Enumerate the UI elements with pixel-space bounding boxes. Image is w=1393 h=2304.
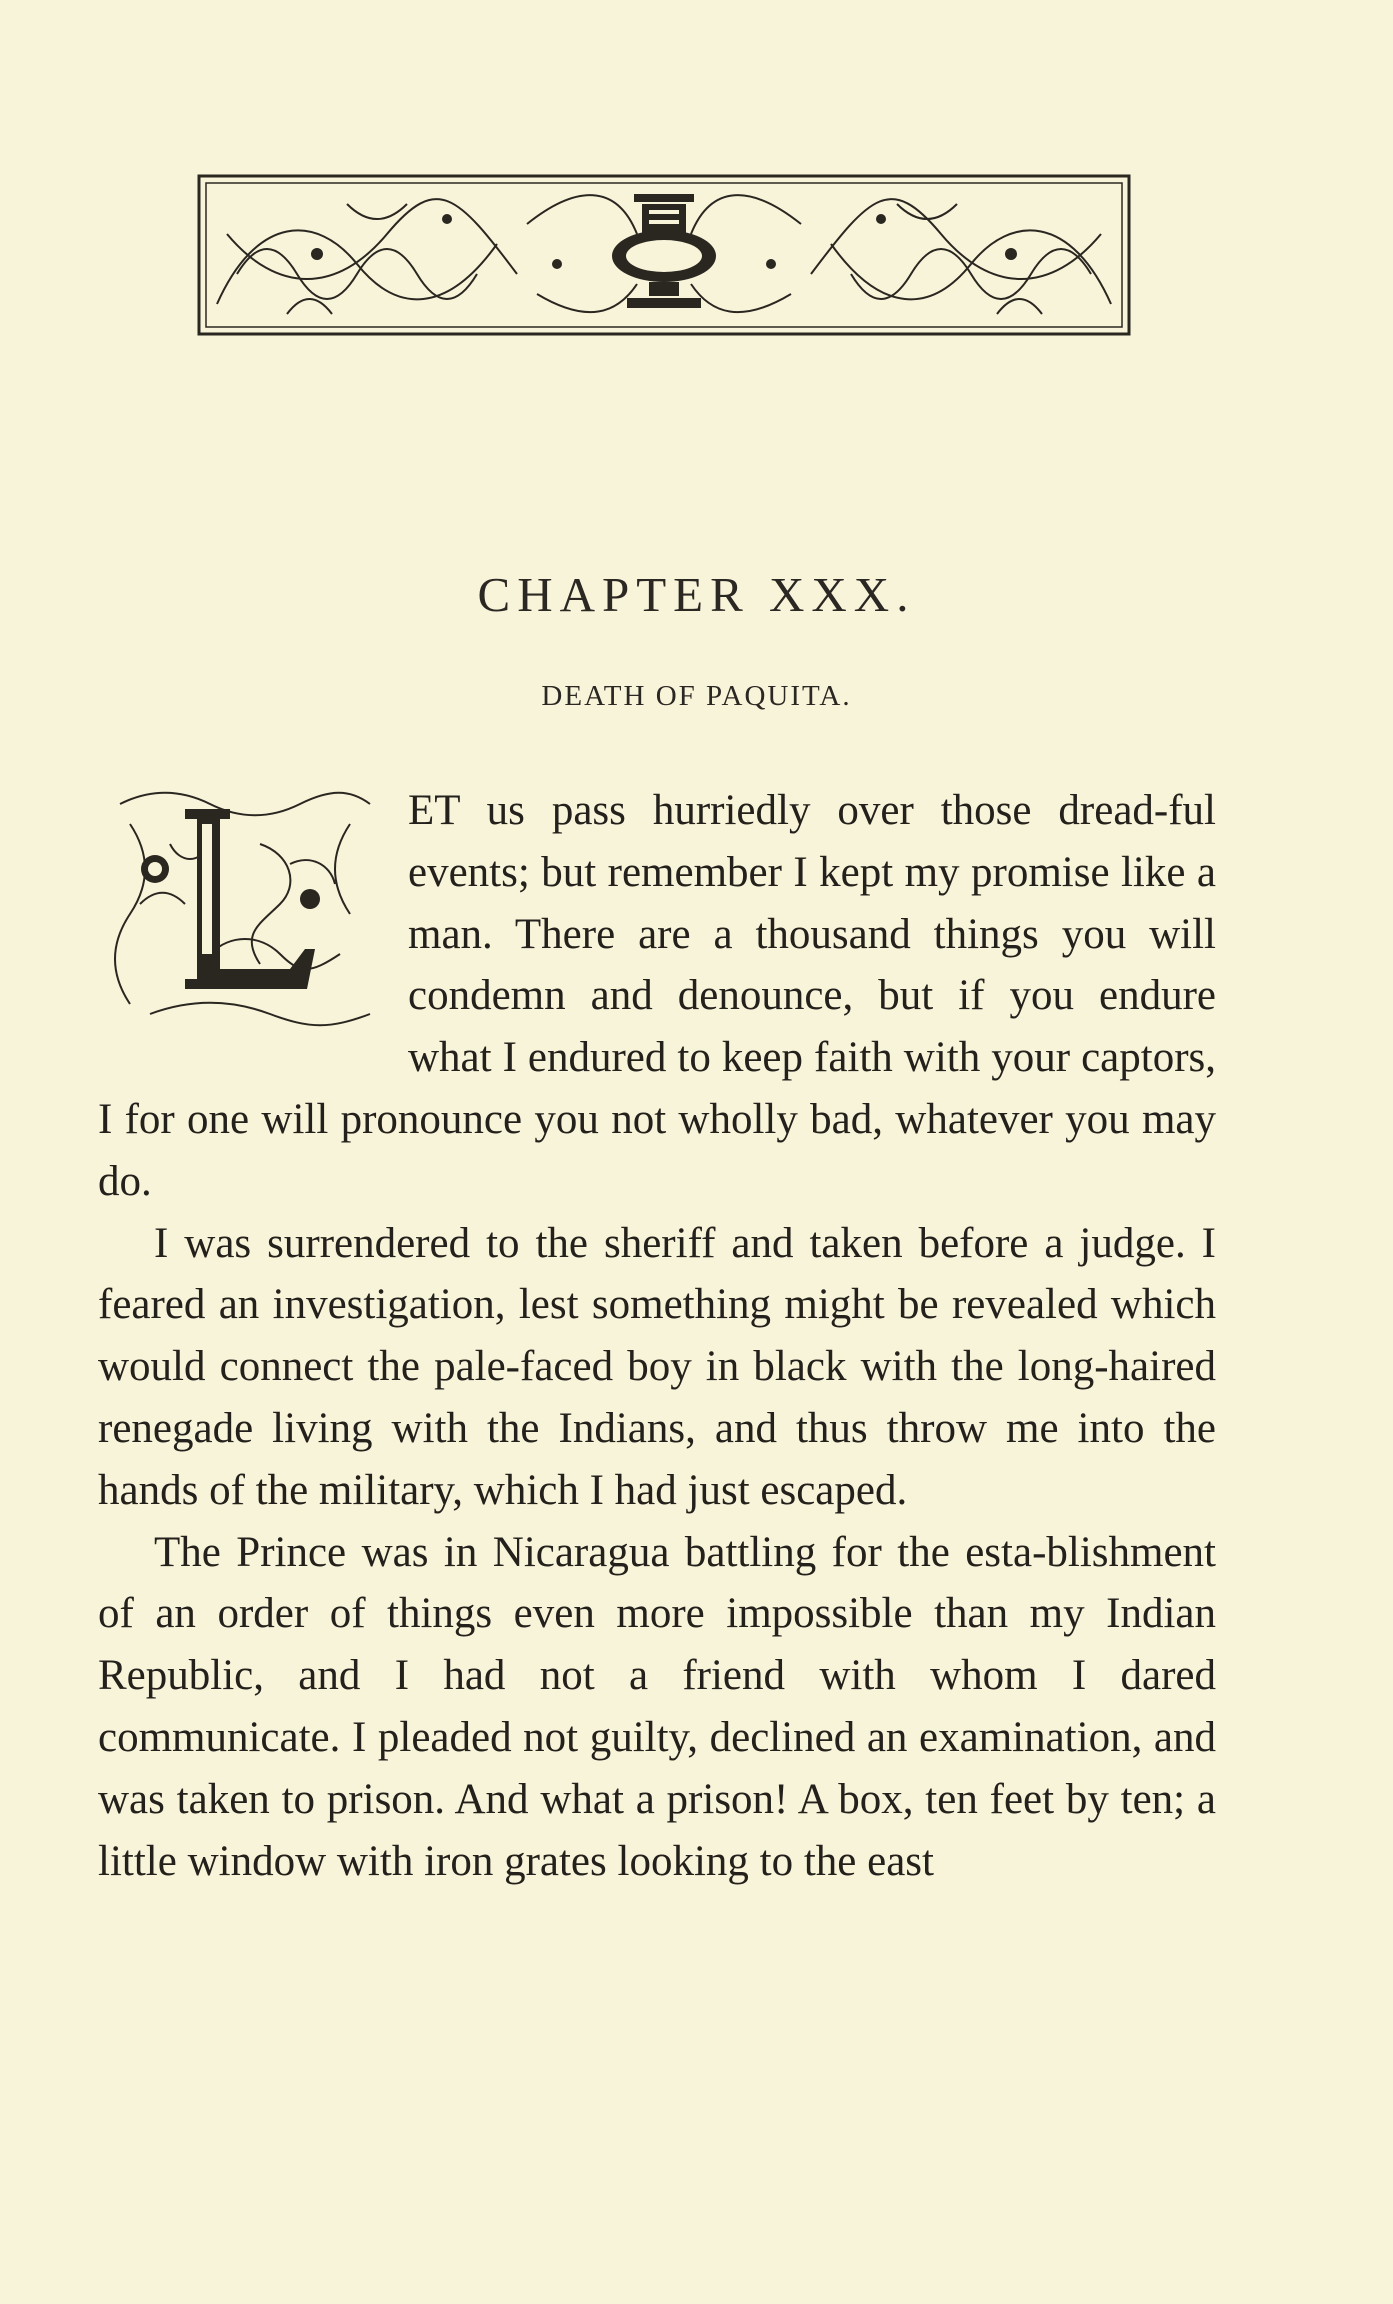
ornate-initial-letter-L-icon [110, 784, 382, 1032]
chapter-title: CHAPTER XXX. [477, 567, 916, 622]
paragraph-3: The Prince was in Nicaragua battling for the esta-blishment of an order of things even more impossible than my Indian Republic, and I had not a friend with whom I dared communicate. I pleaded not guilty, declined an examination, and was taken to prison. And what a prison! A box, ten feet by ten; a little window with iron grates looking to the east [98, 1528, 1216, 1885]
drop-cap [110, 784, 382, 1032]
paragraph-1: ET us pass hurriedly over those dread-ful events; but remember I kept my promise like a man. There are a thousand things you will condemn and denounce, but if you endure what I endured to keep faith with your captors, I for one will pronounce you not wholly bad, whatever you may do. [98, 787, 1216, 1205]
chapter-body [98, 780, 1216, 1892]
ornamental-scroll-headpiece-icon [197, 174, 1131, 336]
chapter-subtitle: DEATH OF PAQUITA. [541, 680, 852, 712]
ornamental-headpiece [197, 174, 1131, 336]
paragraph-2: I was surrendered to the sheriff and taken before a judge. I feared an investigation, lest something might be revealed which would connect the pale-faced boy in black with the long-haired renegade living with the Indians, and thus throw me into the hands of the military, which I had just escaped. [98, 1219, 1216, 1514]
